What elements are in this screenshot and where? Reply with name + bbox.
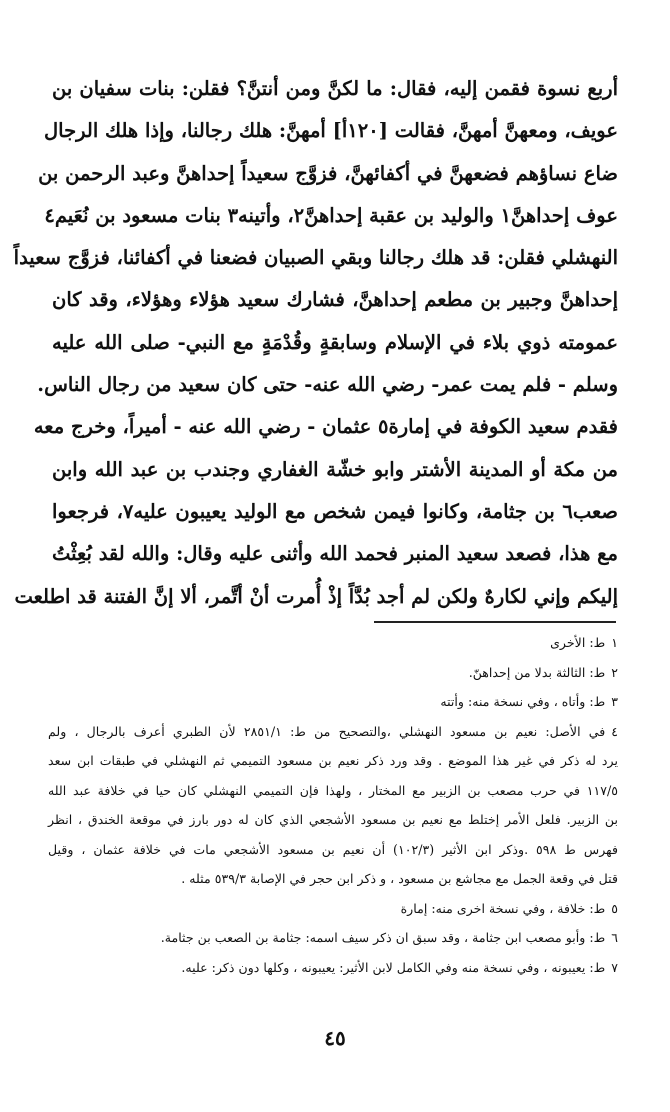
footnote-text: فهرس ط ٥٩٨ .وذكر ابن الأثير (١٠٢/٣) أن نعيم بن مسعود الأشجعي مات في خلافة عثمان ، وقيل — [48, 841, 618, 857]
page-number: ٤٥ — [324, 1026, 346, 1050]
footnote-line — [48, 923, 618, 953]
footnote-number: ٧ — [611, 959, 618, 975]
footnote-number: ١ — [611, 635, 618, 650]
footnote-line — [48, 835, 618, 865]
footnote-line — [48, 746, 618, 776]
footnote-text: يرد له ذكر في غير هذا الموضع . وقد ورد ذكر نعيم بن مسعود التميمي ثم النهشلي في طبقات ابن سعد — [48, 753, 618, 768]
footnote-text: ط: خلافة ، وفي نسخة اخرى منه: إمارة — [400, 900, 606, 916]
body-line: ضاع نساؤهم فضعهنَّ في أكفائهنَّ، فزوَّج سعيداً إحداهنَّ وعبد الرحمن بن — [38, 161, 618, 185]
footnote-text: في الأصل: نعيم بن مسعود النهشلي ،والتصحيح من ط: ٢٨٥١/١ لأن الطبري أعرف بالرجال ، ولم — [48, 723, 606, 739]
footnote-line — [48, 805, 618, 835]
main-text-block — [13, 68, 618, 618]
footnote-text: ط: الأخرى — [550, 635, 606, 650]
body-line: عوف إحداهنَّ١ والوليد بن عقبة إحداهنَّ٢، وأتينه٣ بنات مسعود بن نُعَيم٤ — [44, 203, 618, 227]
footnote-number: ٣ — [611, 694, 618, 709]
body-line: مع هذا، فصعد سعيد المنبر فحمد الله وأثنى عليه وقال: والله لقد بُعِثْتُ — [52, 542, 618, 566]
body-line: أربع نسوة فقمن إليه، فقال: ما لكنَّ ومن أنتنَّ؟ فقلن: بنات سفيان بن — [52, 77, 618, 100]
footnote-line — [48, 717, 618, 747]
footnote-text: بن الزبير. فلعل الأمر إختلط مع نعيم بن مسعود الأشجعي الذي كان له دور بارز في موقعة الخندق ، انظر — [48, 812, 618, 827]
body-line: إليكم وإني لكارهٌ ولكن لم أجد بُدَّاً إذْ أُمرت أنْ أتَّمر، ألا إنَّ الفتنة قد اطلعت — [14, 584, 618, 608]
footnote-line — [48, 776, 618, 806]
footnote-number: ٥ — [611, 900, 618, 916]
footnote-line — [48, 953, 618, 983]
footnote-text: ١١٧/٥ في حرب مصعب بن الزبير مع المختار ، ولهذا فإن التميمي النهشلي كان حيا في خلافة عبد الله — [48, 782, 618, 798]
footnote-line — [48, 864, 618, 894]
footnote-line — [48, 894, 618, 924]
footnote-number: ٦ — [611, 930, 618, 945]
body-line: فقدم سعيد الكوفة في إمارة٥ عثمان - رضي الله عنه - أميراً، وخرج معه — [33, 415, 618, 439]
footnote-text: قتل في وقعة الجمل مع مجاشع بن مسعود ، و ذكر ابن حجر في الإصابة ٥٣٩/٣ مثله . — [181, 871, 618, 886]
footnote-separator — [374, 621, 616, 623]
body-line: عمومته ذوي بلاء في الإسلام وسابقةٍ وقُدْمَةٍ مع النبي- صلى الله عليه — [52, 330, 618, 354]
footnote-text: ط: يعيبونه ، وفي نسخة منه وفي الكامل لابن الأثير: يعيبونه ، وكلها دون ذكر: عليه. — [181, 959, 606, 975]
body-line: عويف، ومعهنَّ أمهنَّ، فقالت [١٢٠أ] أمهنَّ: هلك رجالنا، وإذا هلك الرجال — [43, 119, 618, 143]
body-line: النهشلي فقلن: قد هلك رجالنا وبقي الصبيان فضعنا في أكفائنا، فزوَّج سعيداً — [13, 246, 618, 270]
body-line: وسلم - فلم يمت عمر- رضي الله عنه- حتى كان سعيد من رجال الناس. — [37, 373, 618, 397]
footnote-line — [48, 658, 618, 688]
footnote-line — [48, 628, 618, 658]
footnote-number: ٤ — [611, 723, 618, 739]
footnote-number: ٢ — [611, 664, 618, 680]
footnote-line — [48, 687, 618, 717]
footnote-text: ط: وأتاه ، وفي نسخة منه: وأتته — [440, 694, 606, 709]
body-line: من مكة أو المدينة الأشتر وابو خشّة الغفاري وجندب بن عبد الله وابن — [52, 457, 618, 481]
body-line: صعب٦ بن جثامة، وكانوا فيمن شخص مع الوليد يعيبون عليه٧، فرجعوا — [52, 499, 618, 523]
footnote-text: ط: الثالثة بدلا من إحداهنّ. — [468, 664, 606, 680]
footnotes-block — [48, 628, 618, 982]
footnote-text: ط: وأبو مصعب ابن جثامة ، وقد سبق ان ذكر سيف اسمه: جثامة بن الصعب بن جثامة. — [160, 930, 606, 945]
body-line: إحداهنَّ وجبير بن مطعم إحداهنَّ، فشارك سعيد هؤلاء وهؤلاء، وقد كان — [52, 288, 618, 312]
